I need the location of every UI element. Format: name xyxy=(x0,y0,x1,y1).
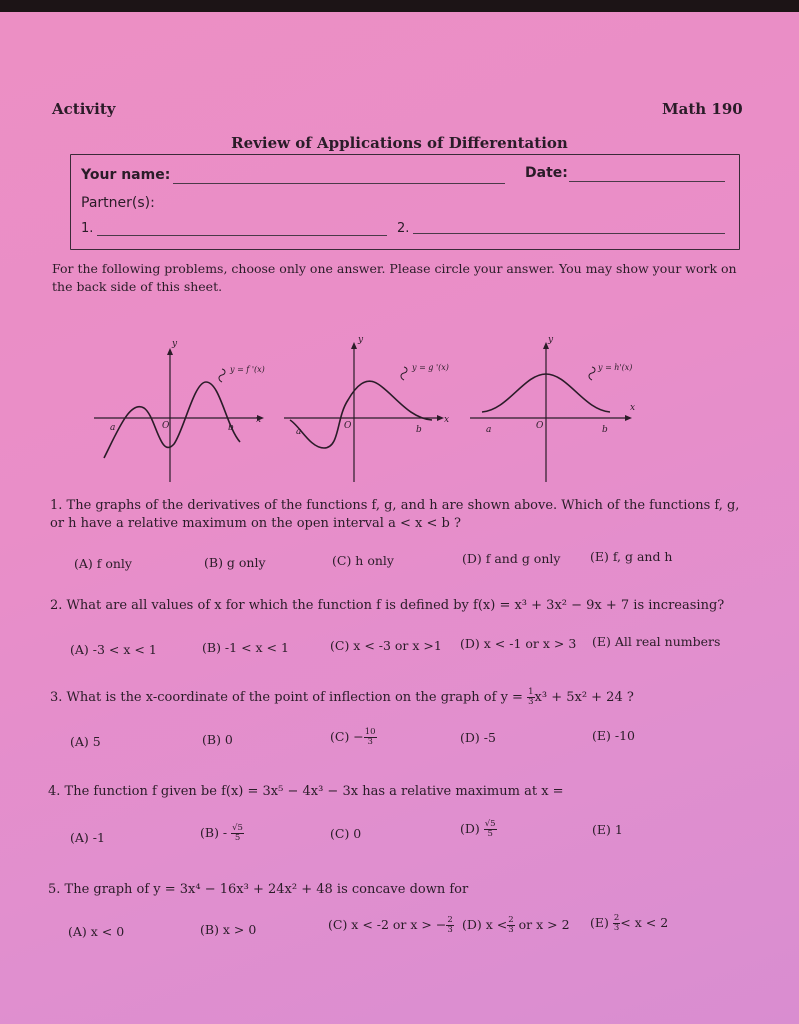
graph1-function-label: y = f '(x) xyxy=(230,365,265,374)
graph3-x-label: x xyxy=(630,403,636,413)
q4-choice-d[interactable] xyxy=(460,820,497,839)
graph1-x-label: x xyxy=(256,415,262,425)
graph1-b-label: b xyxy=(228,423,234,433)
graph2-function-label: y = g '(x) xyxy=(412,363,449,372)
q3-choice-c-numerator: 10 xyxy=(364,727,376,737)
q3-choice-c-denominator: 3 xyxy=(367,737,373,747)
graph1-origin-label: O xyxy=(162,421,170,431)
graph2-a-label: a xyxy=(296,427,302,437)
q3-fraction-denominator: 3 xyxy=(528,697,534,707)
q2-choice-e[interactable]: (E) All real numbers xyxy=(592,634,721,649)
q5-choice-e-numerator: 2 xyxy=(613,913,620,923)
graphs-svg xyxy=(88,330,648,495)
partner1-number: 1. xyxy=(81,221,94,236)
q5-choice-a[interactable]: (A) x < 0 xyxy=(68,924,125,939)
q3-choice-c-label: (C) − xyxy=(330,729,364,744)
q5-choice-c-denominator: 3 xyxy=(447,925,453,935)
graph1-y-arrow xyxy=(167,348,173,355)
q5-choice-b[interactable]: (B) x > 0 xyxy=(200,922,257,937)
q5-choice-d-tail: or x > 2 xyxy=(518,917,570,932)
q5-choice-d-numerator: 2 xyxy=(508,915,514,925)
q2-choice-a[interactable]: (A) -3 < x < 1 xyxy=(70,642,157,657)
question-1-line-2: or h have a relative maximum on the open interval a < x < b ? xyxy=(50,516,461,531)
graph2-curve xyxy=(290,381,432,448)
graph2-pointer-squiggle xyxy=(401,367,407,380)
question-2-text: 2. What are all values of x for which the function f is defined by f(x) = x³ + 3x² − 9x + 7 is increasing? xyxy=(50,598,725,613)
q3-prefix: 3. What is the x-coordinate of the point of inflection on the graph of y = xyxy=(50,690,528,705)
q2-choice-d[interactable]: (D) x < -1 or x > 3 xyxy=(460,636,577,651)
graph1-a-label: a xyxy=(110,423,116,433)
q3-fraction xyxy=(527,688,534,707)
q5-choice-c[interactable] xyxy=(328,916,454,935)
course-label: Math 190 xyxy=(662,100,743,118)
graph3-b-label: b xyxy=(602,425,608,435)
graph2-x-arrow xyxy=(437,415,444,421)
graph3-pointer-squiggle xyxy=(589,367,595,380)
graph-f-prime xyxy=(94,339,265,482)
q3-fraction-numerator: 1 xyxy=(528,687,534,697)
partner1-field[interactable] xyxy=(97,235,387,236)
q1-choice-a[interactable]: (A) f only xyxy=(74,556,132,571)
q2-choice-c[interactable]: (C) x < -3 or x >1 xyxy=(330,638,442,653)
graph3-x-arrow xyxy=(625,415,632,421)
q1-choice-e[interactable]: (E) f, g and h xyxy=(590,549,673,564)
graph3-function-label: y = h'(x) xyxy=(598,363,633,372)
partner2-field[interactable] xyxy=(413,233,725,234)
student-info-box xyxy=(70,154,740,250)
name-label: Your name: xyxy=(81,167,171,183)
q3-choice-c[interactable] xyxy=(330,728,377,747)
q5-choice-d-fraction xyxy=(507,916,514,935)
q5-choice-e-tail: < x < 2 xyxy=(620,915,669,930)
q4-choice-d-denominator: 5 xyxy=(487,829,493,839)
derivative-graphs xyxy=(88,330,648,495)
date-label: Date: xyxy=(525,165,568,181)
q4-choice-c[interactable]: (C) 0 xyxy=(330,826,362,841)
name-field[interactable] xyxy=(173,183,505,184)
worksheet-page xyxy=(0,12,799,1024)
q4-choice-b-numerator: √5 xyxy=(232,823,243,833)
graph-g-prime xyxy=(284,335,449,482)
q4-choice-b-denominator: 5 xyxy=(234,833,241,843)
q3-suffix: x³ + 5x² + 24 ? xyxy=(534,690,634,705)
q4-choice-e[interactable]: (E) 1 xyxy=(592,822,623,837)
q5-choice-d-label: (D) x < xyxy=(462,917,508,932)
q4-choice-d-label: (D) xyxy=(460,821,480,836)
question-5-text: 5. The graph of y = 3x⁴ − 16x³ + 24x² + 48 is concave down for xyxy=(48,882,469,897)
graph1-curve xyxy=(104,382,240,458)
q3-choice-d[interactable]: (D) -5 xyxy=(460,730,496,745)
q4-choice-b-label: (B) - xyxy=(200,825,228,840)
q5-choice-c-numerator: 2 xyxy=(447,915,453,925)
q5-choice-e-denominator: 3 xyxy=(613,923,620,933)
partners-label: Partner(s): xyxy=(81,195,155,211)
q4-choice-b[interactable] xyxy=(200,824,244,843)
q4-choice-d-numerator: √5 xyxy=(484,819,496,829)
page-title: Review of Applications of Differentation xyxy=(231,134,568,152)
graph2-y-label: y xyxy=(358,335,364,345)
graph2-b-label: b xyxy=(416,425,422,435)
graph3-origin-label: O xyxy=(536,421,544,431)
q2-choice-b[interactable]: (B) -1 < x < 1 xyxy=(202,640,289,655)
q5-choice-c-label: (C) x < -2 or x > − xyxy=(328,917,447,932)
q5-choice-d[interactable] xyxy=(462,916,570,935)
graph1-pointer-squiggle xyxy=(219,369,225,382)
q5-choice-c-fraction xyxy=(446,916,453,935)
instructions: For the following problems, choose only one answer. Please circle your answer. You may show your work on the back side of this sheet. xyxy=(52,261,737,294)
question-4-text: 4. The function f given be f(x) = 3x⁵ − 4x³ − 3x has a relative maximum at x = xyxy=(48,784,564,799)
q3-choice-b[interactable]: (B) 0 xyxy=(202,732,233,747)
graph-h-prime xyxy=(470,335,635,482)
q3-choice-a[interactable]: (A) 5 xyxy=(70,734,101,749)
graph3-a-label: a xyxy=(486,425,492,435)
question-1-line-1: 1. The graphs of the derivatives of the functions f, g, and h are shown above. Which of the functions f, g, xyxy=(50,498,740,513)
question-3-text xyxy=(50,688,634,707)
q5-choice-e-label: (E) xyxy=(590,915,609,930)
q5-choice-d-denominator: 3 xyxy=(508,925,514,935)
graph2-origin-label: O xyxy=(344,421,352,431)
q3-choice-c-fraction xyxy=(364,728,377,747)
partner2-number: 2. xyxy=(397,221,410,236)
q1-choice-d[interactable]: (D) f and g only xyxy=(462,551,561,566)
q4-choice-a[interactable]: (A) -1 xyxy=(70,830,105,845)
graph1-y-label: y xyxy=(172,339,178,349)
q4-choice-d-fraction xyxy=(484,820,497,839)
q1-choice-b[interactable]: (B) g only xyxy=(204,555,266,570)
activity-label: Activity xyxy=(52,100,116,118)
graph2-y-arrow xyxy=(351,342,357,349)
graph3-y-label: y xyxy=(548,335,554,345)
q1-choice-c[interactable]: (C) h only xyxy=(332,553,394,568)
date-field[interactable] xyxy=(569,181,725,182)
graph2-x-label: x xyxy=(444,415,450,425)
q4-choice-b-fraction xyxy=(231,824,244,843)
q3-choice-e[interactable]: (E) -10 xyxy=(592,728,635,743)
q5-choice-e[interactable] xyxy=(590,914,668,933)
